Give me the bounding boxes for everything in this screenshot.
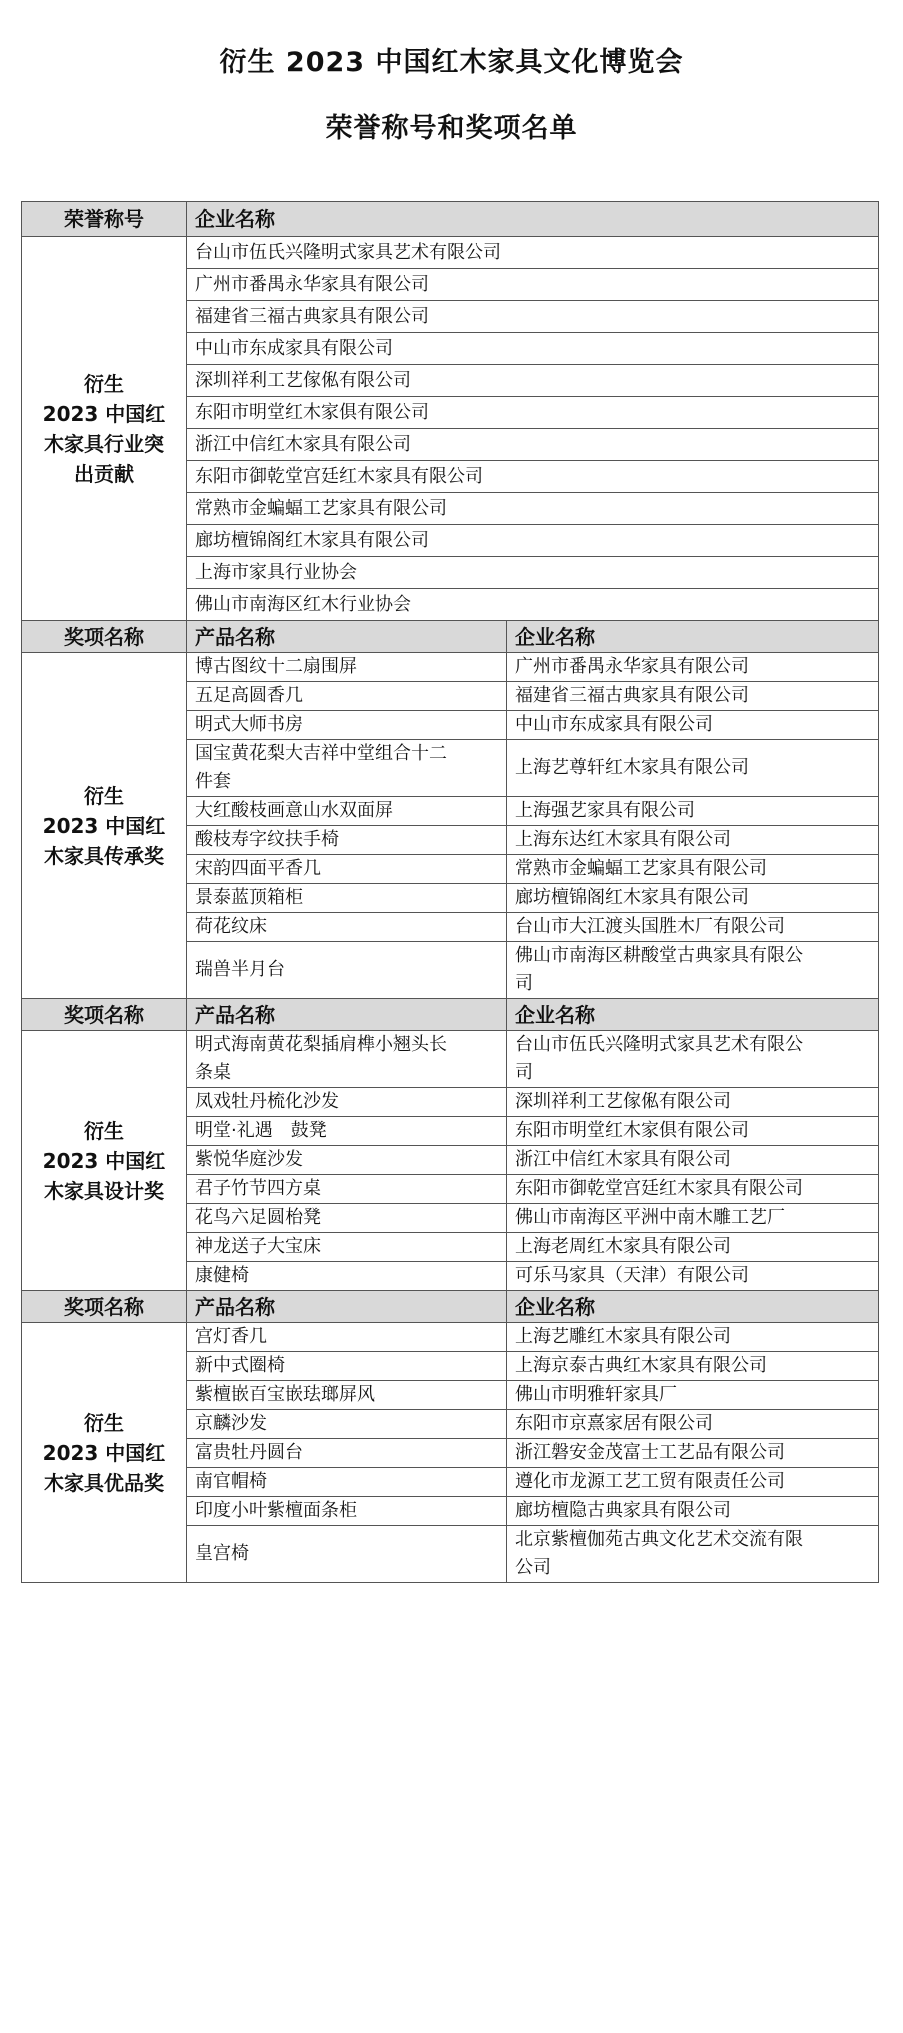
company-name [507, 884, 879, 913]
company-name: 常熟市金蝙蝠工艺家具有限公司 [187, 493, 879, 525]
product-name [187, 682, 507, 711]
category-line: 衍生 [84, 783, 124, 808]
company-name [507, 1146, 879, 1175]
company-name: 东阳市御乾堂宫廷红木家具有限公司 [187, 461, 879, 493]
header-product-name: 产品名称 [187, 999, 507, 1031]
document-title: 衍生 2023 中国红木家具文化博览会 [219, 47, 684, 78]
company-line: 上海东达红木家具有限公司 [515, 829, 731, 850]
category-line: 衍生 [84, 1118, 124, 1143]
company-name [507, 1352, 879, 1381]
product-line: 富贵牡丹圆台 [195, 1442, 303, 1463]
product-line: 京麟沙发 [195, 1413, 267, 1434]
company-line: 台山市伍氏兴隆明式家具艺术有限公 [515, 1034, 803, 1055]
inheritance-header-row [22, 621, 879, 653]
company-name [507, 682, 879, 711]
header-award-name: 奖项名称 [22, 621, 187, 653]
company-line: 深圳祥利工艺傢俬有限公司 [515, 1091, 731, 1112]
company-name [507, 1031, 879, 1088]
company-line: 佛山市明雅轩家具厂 [515, 1384, 677, 1405]
product-line: 明式海南黄花梨插肩榫小翘头长 [195, 1034, 447, 1055]
product-name [187, 740, 507, 797]
product-line: 酸枝寿字纹扶手椅 [195, 829, 339, 850]
company-name [507, 711, 879, 740]
product-name [187, 1233, 507, 1262]
company-line: 廊坊檀锦阁红木家具有限公司 [515, 887, 749, 908]
product-line: 国宝黄花梨大吉祥中堂组合十二 [195, 743, 447, 764]
award-row [22, 653, 879, 682]
design-award-category [22, 1031, 187, 1291]
company-name [507, 1175, 879, 1204]
category-line: 衍生 [84, 371, 124, 396]
product-line: 花鸟六足圆枱凳 [195, 1207, 321, 1228]
product-name [187, 884, 507, 913]
product-line: 荷花纹床 [195, 916, 267, 937]
product-line: 新中式圈椅 [195, 1355, 285, 1376]
company-name [507, 1381, 879, 1410]
product-name [187, 1468, 507, 1497]
company-line: 可乐马家具（天津）有限公司 [515, 1265, 749, 1286]
product-line: 宋韵四面平香几 [195, 858, 321, 879]
category-line: 出贡献 [74, 461, 134, 486]
product-line: 瑞兽半月台 [195, 959, 285, 980]
category-line: 2023 中国红 [42, 1148, 166, 1173]
company-line: 浙江磐安金茂富士工艺品有限公司 [515, 1442, 785, 1463]
company-name [507, 1117, 879, 1146]
product-line: 康健椅 [195, 1265, 249, 1286]
company-name: 东阳市明堂红木家俱有限公司 [187, 397, 879, 429]
product-name [187, 1088, 507, 1117]
inheritance-award-category [22, 653, 187, 999]
header-honor-title: 荣誉称号 [22, 202, 187, 237]
product-name [187, 1117, 507, 1146]
company-name [507, 942, 879, 999]
company-name [507, 1233, 879, 1262]
company-name: 浙江中信红木家具有限公司 [187, 429, 879, 461]
company-line: 常熟市金蝙蝠工艺家具有限公司 [515, 858, 767, 879]
product-name [187, 711, 507, 740]
document-subtitle: 荣誉称号和奖项名单 [325, 113, 578, 144]
honor-header-row [22, 202, 879, 237]
product-line: 紫檀嵌百宝嵌珐瑯屏风 [195, 1384, 375, 1405]
company-name [507, 826, 879, 855]
header-company-name: 企业名称 [187, 202, 879, 237]
company-line: 上海艺尊轩红木家具有限公司 [515, 757, 749, 778]
category-line: 木家具优品奖 [44, 1470, 164, 1495]
company-name [507, 740, 879, 797]
company-name: 福建省三福古典家具有限公司 [187, 301, 879, 333]
company-line: 佛山市南海区耕酸堂古典家具有限公 [515, 945, 803, 966]
product-name [187, 1526, 507, 1583]
product-line: 紫悦华庭沙发 [195, 1149, 303, 1170]
product-line: 宫灯香几 [195, 1326, 267, 1347]
awards-table [21, 201, 879, 1583]
product-name [187, 653, 507, 682]
company-line: 东阳市御乾堂宫廷红木家具有限公司 [515, 1178, 803, 1199]
product-line: 条桌 [195, 1062, 231, 1083]
company-name: 廊坊檀锦阁红木家具有限公司 [187, 525, 879, 557]
header-company-name: 企业名称 [507, 621, 879, 653]
product-name [187, 1262, 507, 1291]
company-name: 上海市家具行业协会 [187, 557, 879, 589]
product-line: 印度小叶紫檀面条柜 [195, 1500, 357, 1521]
company-name [507, 1497, 879, 1526]
company-line: 上海老周红木家具有限公司 [515, 1236, 731, 1257]
company-line: 台山市大江渡头国胜木厂有限公司 [515, 916, 785, 937]
award-row [22, 1031, 879, 1088]
product-line: 大红酸枝画意山水双面屏 [195, 800, 393, 821]
company-line: 东阳市京熹家居有限公司 [515, 1413, 713, 1434]
product-line: 明堂·礼遇 鼓凳 [195, 1120, 327, 1141]
product-line: 博古图纹十二扇围屏 [195, 656, 357, 677]
company-name [507, 1468, 879, 1497]
company-name: 广州市番禺永华家具有限公司 [187, 269, 879, 301]
company-name: 佛山市南海区红木行业协会 [187, 589, 879, 621]
product-line: 景泰蓝顶箱柜 [195, 887, 303, 908]
product-line: 五足高圆香几 [195, 685, 303, 706]
product-name [187, 1381, 507, 1410]
company-name [507, 1323, 879, 1352]
product-name [187, 1439, 507, 1468]
product-name [187, 1031, 507, 1088]
product-line: 皇宫椅 [195, 1543, 249, 1564]
company-name [507, 1526, 879, 1583]
category-line: 2023 中国红 [42, 401, 166, 426]
product-line: 件套 [195, 771, 231, 792]
award-row [22, 1323, 879, 1352]
product-line: 神龙送子大宝床 [195, 1236, 321, 1257]
product-name [187, 1352, 507, 1381]
header-product-name: 产品名称 [187, 621, 507, 653]
quality-header-row [22, 1291, 879, 1323]
company-name [507, 1410, 879, 1439]
company-line: 福建省三福古典家具有限公司 [515, 685, 749, 706]
header-award-name: 奖项名称 [22, 999, 187, 1031]
company-line: 上海京泰古典红木家具有限公司 [515, 1355, 767, 1376]
category-line: 木家具设计奖 [44, 1178, 164, 1203]
company-name [507, 913, 879, 942]
product-name [187, 826, 507, 855]
product-line: 明式大师书房 [195, 714, 303, 735]
company-name [507, 797, 879, 826]
product-name [187, 1323, 507, 1352]
honor-row [22, 237, 879, 269]
product-name [187, 1204, 507, 1233]
category-line: 2023 中国红 [42, 813, 166, 838]
company-line: 北京紫檀伽苑古典文化艺术交流有限 [515, 1529, 803, 1550]
company-name [507, 1262, 879, 1291]
header-company-name: 企业名称 [507, 999, 879, 1031]
product-name [187, 797, 507, 826]
company-line: 中山市东成家具有限公司 [515, 714, 713, 735]
company-name [507, 1439, 879, 1468]
company-line: 东阳市明堂红木家俱有限公司 [515, 1120, 749, 1141]
product-name [187, 855, 507, 884]
product-name [187, 1497, 507, 1526]
company-name [507, 1204, 879, 1233]
company-name: 台山市伍氏兴隆明式家具艺术有限公司 [187, 237, 879, 269]
header-company-name: 企业名称 [507, 1291, 879, 1323]
company-line: 公司 [515, 1557, 551, 1578]
company-line: 司 [515, 1062, 533, 1083]
product-name [187, 942, 507, 999]
company-name [507, 653, 879, 682]
category-line: 2023 中国红 [42, 1440, 166, 1465]
company-line: 廊坊檀隐古典家具有限公司 [515, 1500, 731, 1521]
product-line: 凤戏牡丹梳化沙发 [195, 1091, 339, 1112]
company-line: 遵化市龙源工艺工贸有限责任公司 [515, 1471, 785, 1492]
company-name [507, 855, 879, 884]
header-product-name: 产品名称 [187, 1291, 507, 1323]
company-line: 浙江中信红木家具有限公司 [515, 1149, 731, 1170]
product-name [187, 1175, 507, 1204]
honor-category [22, 237, 187, 621]
product-line: 君子竹节四方桌 [195, 1178, 321, 1199]
company-line: 上海强艺家具有限公司 [515, 800, 695, 821]
product-name [187, 1146, 507, 1175]
product-line: 南官帽椅 [195, 1471, 267, 1492]
header-award-name: 奖项名称 [22, 1291, 187, 1323]
company-name [507, 1088, 879, 1117]
quality-award-category [22, 1323, 187, 1583]
company-line: 佛山市南海区平洲中南木雕工艺厂 [515, 1207, 785, 1228]
company-name: 中山市东成家具有限公司 [187, 333, 879, 365]
category-line: 木家具行业突 [44, 431, 164, 456]
company-name: 深圳祥利工艺傢俬有限公司 [187, 365, 879, 397]
company-line: 广州市番禺永华家具有限公司 [515, 656, 749, 677]
company-line: 上海艺雕红木家具有限公司 [515, 1326, 731, 1347]
company-line: 司 [515, 973, 533, 994]
product-name [187, 913, 507, 942]
product-name [187, 1410, 507, 1439]
category-line: 木家具传承奖 [44, 843, 164, 868]
category-line: 衍生 [84, 1410, 124, 1435]
design-header-row [22, 999, 879, 1031]
